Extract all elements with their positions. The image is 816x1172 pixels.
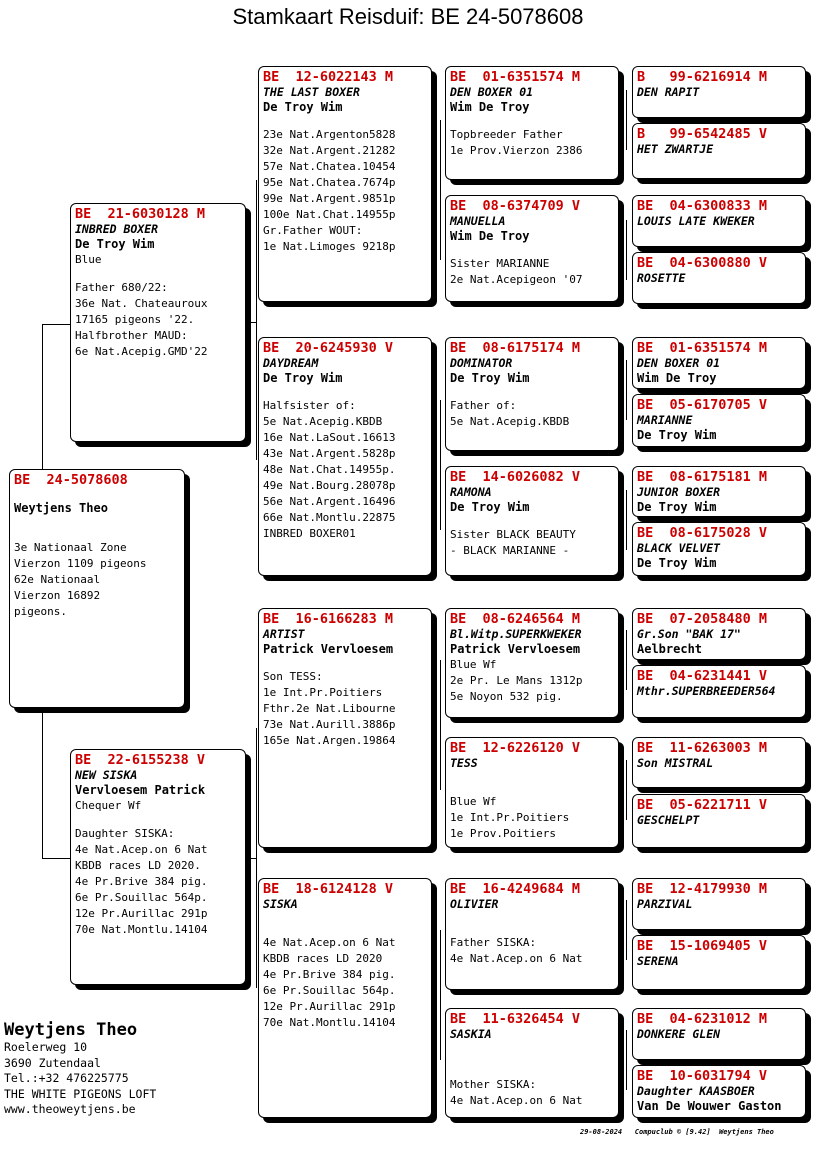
ring-number: BE 11-6326454 V: [450, 1011, 581, 1027]
pigeon-name: BLACK VELVET: [637, 541, 721, 555]
connector: [42, 324, 43, 469]
ancestor-card[interactable]: [632, 794, 806, 848]
pigeon-name: SASKIA: [450, 1027, 492, 1041]
result-line: 12e Pr.Aurillac 291p: [75, 907, 208, 920]
ancestor-card[interactable]: [632, 737, 806, 788]
ancestor-card[interactable]: [632, 466, 806, 517]
pigeon-name: DEN BOXER 01: [637, 356, 721, 370]
pigeon-name: Bl.Witp.SUPERKWEKER: [450, 627, 582, 641]
result-line: 4e Nat.Acep.on 6 Nat: [450, 952, 583, 965]
ring-number: BE 12-4179930 M: [637, 881, 768, 897]
result-line: 4e Pr.Brive 384 pig.: [263, 968, 396, 981]
result-line: 99e Nat.Argent.9851p: [263, 192, 396, 205]
ancestor-card[interactable]: [632, 1065, 806, 1118]
breeder-name: Wim De Troy: [637, 371, 717, 385]
result-line: INBRED BOXER01: [263, 527, 356, 540]
ancestor-card[interactable]: [632, 935, 806, 990]
result-line: 49e Nat.Bourg.28078p: [263, 479, 396, 492]
great-grandparent-card[interactable]: [445, 608, 619, 718]
connector: [256, 180, 257, 460]
ring-number: BE 18-6124128 V: [263, 881, 394, 897]
ancestor-card[interactable]: [632, 252, 806, 304]
grandmother-paternal-card[interactable]: [258, 337, 432, 576]
breeder-name: Patrick Vervloesem: [263, 642, 394, 656]
result-line: 62e Nationaal: [14, 573, 101, 586]
ring-number: BE 01-6351574 M: [637, 340, 768, 356]
breeder-name: De Troy Wim: [450, 371, 530, 385]
owner-phone: Tel.:+32 476225775: [4, 1071, 129, 1085]
result-line: 95e Nat.Chatea.7674p: [263, 176, 396, 189]
ring-number: BE 05-6170705 V: [637, 397, 768, 413]
pigeon-name: TESS: [450, 756, 478, 770]
pigeon-name: INBRED BOXER: [75, 222, 159, 236]
ring-number: BE 14-6026082 V: [450, 469, 581, 485]
pigeon-name: LOUIS LATE KWEKER: [637, 214, 755, 228]
page-title: Stamkaart Reisduif: BE 24-5078608: [232, 4, 584, 29]
breeder-name: Weytjens Theo: [14, 501, 108, 515]
connector: [626, 630, 627, 690]
connector: [246, 858, 256, 859]
pigeon-name: DOMINATOR: [450, 356, 513, 370]
result-line: 5e Nat.Acepig.KBDB: [263, 415, 383, 428]
pigeon-name: DAYDREAM: [263, 356, 319, 370]
ring-number: BE 20-6245930 V: [263, 340, 394, 356]
result-line: Father 680/22:: [75, 281, 168, 294]
breeder-name: De Troy Wim: [637, 428, 717, 442]
owner-address-line: 3690 Zutendaal: [4, 1055, 101, 1070]
ring-number: BE 24-5078608: [14, 472, 128, 488]
connector: [42, 858, 70, 859]
result-line: 57e Nat.Chatea.10454: [263, 160, 396, 173]
grandfather-maternal-card[interactable]: [258, 608, 432, 848]
breeder-name: De Troy Wim: [263, 371, 343, 385]
result-line: 23e Nat.Argenton5828: [263, 128, 396, 141]
breeder-name: Patrick Vervloesem: [450, 642, 581, 656]
connector: [626, 900, 627, 960]
result-line: 73e Nat.Aurill.3886p: [263, 718, 396, 731]
result-line: 4e Nat.Acep.on 6 Nat: [75, 843, 208, 856]
result-line: Father SISKA:: [450, 936, 537, 949]
ring-number: BE 15-1069405 V: [637, 938, 768, 954]
result-line: 4e Pr.Brive 384 pig.: [75, 875, 208, 888]
ring-number: B 99-6542485 V: [637, 126, 768, 142]
breeder-name: De Troy Wim: [637, 500, 717, 514]
pigeon-name: DEN BOXER 01: [450, 85, 534, 99]
great-grandparent-card[interactable]: [445, 195, 619, 302]
ancestor-card[interactable]: [632, 394, 806, 447]
ring-number: BE 04-6300833 M: [637, 198, 768, 214]
great-grandparent-card[interactable]: [445, 878, 619, 990]
result-line: Mother SISKA:: [450, 1078, 537, 1091]
pigeon-name: MARIANNE: [637, 413, 693, 427]
result-line: Vierzon 16892: [14, 589, 101, 602]
mother-card[interactable]: [70, 749, 246, 985]
connector: [440, 400, 441, 530]
ancestor-card[interactable]: [632, 608, 806, 660]
result-line: 6e Pr.Souillac 564p.: [75, 891, 208, 904]
owner-name: Weytjens Theo: [4, 1020, 138, 1040]
result-line: 1e Prov.Vierzon 2386: [450, 144, 583, 157]
result-line: - BLACK MARIANNE -: [450, 544, 570, 557]
breeder-name: Wim De Troy: [450, 100, 530, 114]
pigeon-name: ARTIST: [263, 627, 305, 641]
result-line: Halfbrother MAUD:: [75, 329, 188, 342]
result-line: 1e Int.Pr.Poitiers: [263, 686, 383, 699]
pigeon-name: RAMONA: [450, 485, 492, 499]
ring-number: BE 05-6221711 V: [637, 797, 768, 813]
breeder-name: De Troy Wim: [450, 500, 530, 514]
result-line: 56e Nat.Argent.16496: [263, 495, 396, 508]
ancestor-card[interactable]: [632, 123, 806, 179]
grandfather-paternal-card[interactable]: [258, 66, 432, 302]
ring-number: BE 08-6175181 M: [637, 469, 768, 485]
result-line: Gr.Father WOUT:: [263, 224, 363, 237]
connector: [440, 660, 441, 790]
breeder-name: Aelbrecht: [637, 642, 703, 656]
pigeon-color: Chequer Wf: [75, 799, 142, 812]
result-line: 1e Int.Pr.Poitiers: [450, 811, 570, 824]
result-line: 36e Nat. Chateauroux: [75, 297, 208, 310]
great-grandparent-card[interactable]: [445, 737, 619, 848]
ring-number: BE 12-6022143 M: [263, 69, 394, 85]
ring-number: BE 08-6175174 M: [450, 340, 581, 356]
connector: [246, 322, 256, 323]
ancestor-card[interactable]: [632, 522, 806, 576]
breeder-name: De Troy Wim: [263, 100, 343, 114]
pigeon-name: THE LAST BOXER: [263, 85, 360, 99]
pigeon-name: Gr.Son "BAK 17": [637, 627, 741, 641]
result-line: 1e Nat.Limoges 9218p: [263, 240, 396, 253]
ancestor-card[interactable]: [632, 878, 806, 930]
owner-website-link[interactable]: www.theoweytjens.be: [4, 1102, 136, 1116]
breeder-name: Van De Wouwer Gaston: [637, 1099, 782, 1113]
breeder-name: Vervloesem Patrick: [75, 783, 206, 797]
connector: [440, 930, 441, 1060]
result-line: 100e Nat.Chat.14955p: [263, 208, 396, 221]
ring-number: B 99-6216914 M: [637, 69, 768, 85]
ring-number: BE 08-6374709 V: [450, 198, 581, 214]
connector: [626, 90, 627, 150]
pigeon-name: OLIVIER: [450, 897, 499, 911]
result-line: 5e Nat.Acepig.KBDB: [450, 415, 570, 428]
pigeon-name: DONKERE GLEN: [637, 1027, 721, 1041]
pigeon-name: Son MISTRAL: [637, 756, 714, 770]
result-line: 6e Pr.Souillac 564p.: [263, 984, 396, 997]
result-line: Vierzon 1109 pigeons: [14, 557, 147, 570]
result-line: Daughter SISKA:: [75, 827, 175, 840]
pigeon-name: PARZIVAL: [637, 897, 693, 911]
pigeon-name: JUNIOR BOXER: [637, 485, 721, 499]
great-grandparent-card[interactable]: [445, 337, 619, 451]
pigeon-name: ROSETTE: [637, 271, 686, 285]
ring-number: BE 04-6231441 V: [637, 668, 768, 684]
print-footer: 29-08-2024 Compuclub © [9.42] Weytjens Theo: [580, 1128, 774, 1136]
connector: [626, 1030, 627, 1090]
ancestor-card[interactable]: [632, 337, 806, 389]
father-card[interactable]: [70, 203, 246, 442]
result-line: Fthr.2e Nat.Libourne: [263, 702, 396, 715]
connector: [42, 324, 70, 325]
ancestor-card[interactable]: [632, 1008, 806, 1060]
owner-loft-name: THE WHITE PIGEONS LOFT: [4, 1086, 157, 1101]
connector: [626, 220, 627, 280]
result-line: 2e Pr. Le Mans 1312p: [450, 674, 583, 687]
result-line: Son TESS:: [263, 670, 323, 683]
ring-number: BE 16-4249684 M: [450, 881, 581, 897]
ring-number: BE 04-6300880 V: [637, 255, 768, 271]
ring-number: BE 04-6231012 M: [637, 1011, 768, 1027]
result-line: KBDB races LD 2020.: [75, 859, 201, 872]
great-grandparent-card[interactable]: [445, 1008, 619, 1118]
result-line: pigeons.: [14, 605, 67, 618]
pigeon-name: HET ZWARTJE: [637, 142, 714, 156]
result-line: 6e Nat.Acepig.GMD'22: [75, 345, 208, 358]
result-line: 48e Nat.Chat.14955p.: [263, 463, 396, 476]
ring-number: BE 11-6263003 M: [637, 740, 768, 756]
pigeon-name: GESCHELPT: [637, 813, 700, 827]
result-line: Sister BLACK BEAUTY: [450, 528, 576, 541]
result-line: 2e Nat.Acepigeon '07: [450, 273, 583, 286]
owner-address-line: Roelerweg 10: [4, 1040, 88, 1054]
ring-number: BE 10-6031794 V: [637, 1068, 768, 1084]
ring-number: BE 12-6226120 V: [450, 740, 581, 756]
owner-address-block: [4, 1020, 156, 1118]
result-line: 165e Nat.Argen.19864: [263, 734, 396, 747]
result-line: Topbreeder Father: [450, 128, 563, 141]
result-line: 32e Nat.Argent.21282: [263, 144, 396, 157]
ring-number: BE 01-6351574 M: [450, 69, 581, 85]
ring-number: BE 08-6246564 M: [450, 611, 581, 627]
result-line: 4e Nat.Acep.on 6 Nat: [450, 1094, 583, 1107]
ring-number: BE 07-2058480 M: [637, 611, 768, 627]
pigeon-name: SISKA: [263, 897, 298, 911]
ancestor-card[interactable]: [632, 665, 806, 718]
pigeon-color: Blue: [75, 253, 102, 266]
result-line: 43e Nat.Argent.5828p: [263, 447, 396, 460]
result-line: 5e Noyon 532 pig.: [450, 690, 563, 703]
result-line: 16e Nat.LaSout.16613: [263, 431, 396, 444]
grandmother-maternal-card[interactable]: [258, 878, 432, 1118]
connector: [440, 120, 441, 260]
connector: [42, 708, 43, 858]
result-line: 12e Pr.Aurillac 291p: [263, 1000, 396, 1013]
pigeon-name: SERENA: [637, 954, 679, 968]
result-line: 4e Nat.Acep.on 6 Nat: [263, 936, 396, 949]
pigeon-name: DEN RAPIT: [637, 85, 700, 99]
pigeon-name: MANUELLA: [450, 214, 506, 228]
subject-pigeon-card[interactable]: [9, 469, 185, 708]
connector: [626, 760, 627, 820]
pigeon-color: Blue Wf: [450, 795, 497, 808]
ancestor-card[interactable]: [632, 66, 806, 118]
result-line: 66e Nat.Montlu.22875: [263, 511, 396, 524]
result-line: 1e Prov.Poitiers: [450, 827, 556, 840]
ring-number: BE 22-6155238 V: [75, 752, 206, 768]
ring-number: BE 08-6175028 V: [637, 525, 768, 541]
result-line: 17165 pigeons '22.: [75, 313, 195, 326]
connector: [256, 728, 257, 988]
breeder-name: De Troy Wim: [637, 556, 717, 570]
pigeon-name: Daughter KAASBOER: [637, 1084, 755, 1098]
ring-number: BE 16-6166283 M: [263, 611, 394, 627]
ancestor-card[interactable]: [632, 195, 806, 247]
pigeon-name: Mthr.SUPERBREEDER564: [637, 684, 776, 698]
connector: [626, 360, 627, 420]
result-line: 70e Nat.Montlu.14104: [75, 923, 208, 936]
great-grandparent-card[interactable]: [445, 466, 619, 576]
ring-number: BE 21-6030128 M: [75, 206, 206, 222]
result-line: Father of:: [450, 399, 517, 412]
result-line: 3e Nationaal Zone: [14, 541, 127, 554]
breeder-name: De Troy Wim: [75, 237, 155, 251]
breeder-name: Wim De Troy: [450, 229, 530, 243]
connector: [626, 490, 627, 550]
result-line: KBDB races LD 2020: [263, 952, 383, 965]
pigeon-name: NEW SISKA: [75, 768, 138, 782]
result-line: 70e Nat.Montlu.14104: [263, 1016, 396, 1029]
pigeon-color: Blue Wf: [450, 658, 497, 671]
result-line: Sister MARIANNE: [450, 257, 550, 270]
result-line: Halfsister of:: [263, 399, 356, 412]
great-grandparent-card[interactable]: [445, 66, 619, 180]
